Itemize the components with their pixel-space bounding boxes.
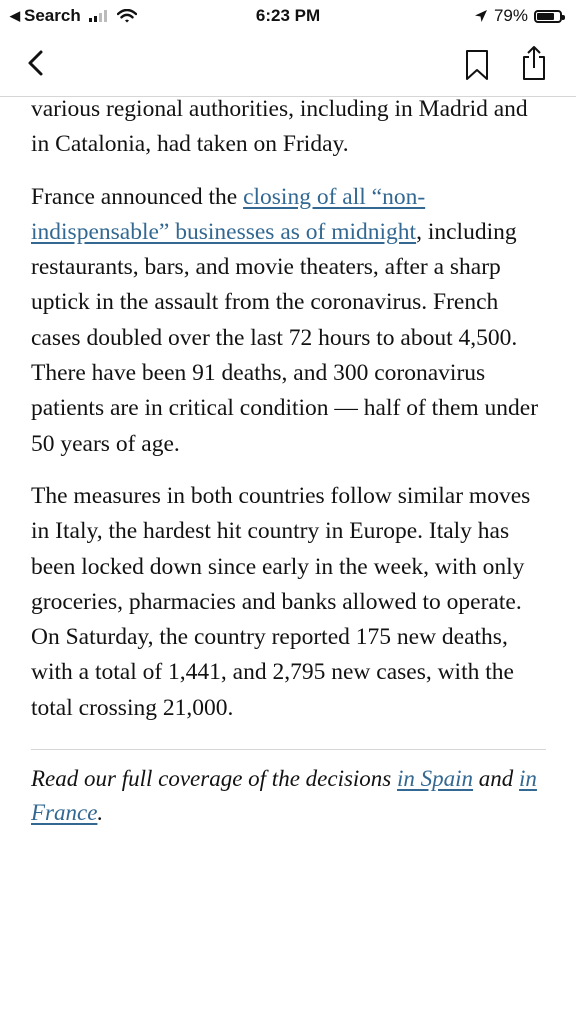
paragraph-spain-regions: various regional authorities, including in Madrid and in Catalonia, had taken on Friday. (31, 96, 528, 158)
paragraph-france (31, 180, 546, 462)
back-button[interactable] (22, 46, 52, 80)
share-icon (518, 44, 550, 82)
article-body (31, 92, 546, 847)
status-right (474, 6, 562, 26)
paragraph-france-rest: , including restaurants, bars, and movie theaters, after a sharp uptick in the assault from the coronavirus. French cases doubled over the last 72 hours to about 4,500. There have been 91 deaths, and 300 coronavirus patients are in critical condition — half of them under 50 years of age. (31, 218, 539, 457)
paragraph-italy: The measures in both countries follow similar moves in Italy, the hardest hit country in Europe. Italy has been locked down since early in the week, with only groceries, pharmacies and banks allowed to operate. On Saturday, the country reported 175 new deaths, with a total of 1,441, and 2,795 new cases, with the total crossing 21,000. (31, 482, 531, 721)
location-arrow-icon (474, 9, 488, 23)
back-triangle-icon: ◀ (10, 8, 20, 23)
coverage-intro: Read our full coverage of the decisions (31, 766, 398, 792)
bookmark-icon (464, 48, 490, 82)
coverage-france-link[interactable]: in France (31, 766, 537, 826)
battery-percent: 79% (493, 6, 528, 25)
status-bar (0, 0, 576, 34)
status-time: 6:23 PM (255, 6, 321, 25)
coverage-period: . (97, 800, 104, 826)
france-closing-link[interactable]: closing of all “non-indispensable” businesses as of midnight (31, 183, 426, 245)
paragraph-france-intro: France announced the (31, 183, 244, 210)
battery-fill (537, 13, 554, 20)
share-button[interactable] (518, 44, 550, 82)
back-app-label: Search (24, 6, 81, 25)
coverage-and: and (473, 766, 520, 792)
chevron-left-icon (22, 46, 52, 80)
battery-icon (534, 10, 562, 23)
bookmark-button[interactable] (464, 48, 490, 82)
coverage-note (31, 762, 546, 830)
coverage-spain-link[interactable]: in Spain (397, 766, 474, 792)
section-divider (31, 749, 546, 750)
article-toolbar (0, 34, 576, 97)
battery-tip (562, 15, 565, 20)
